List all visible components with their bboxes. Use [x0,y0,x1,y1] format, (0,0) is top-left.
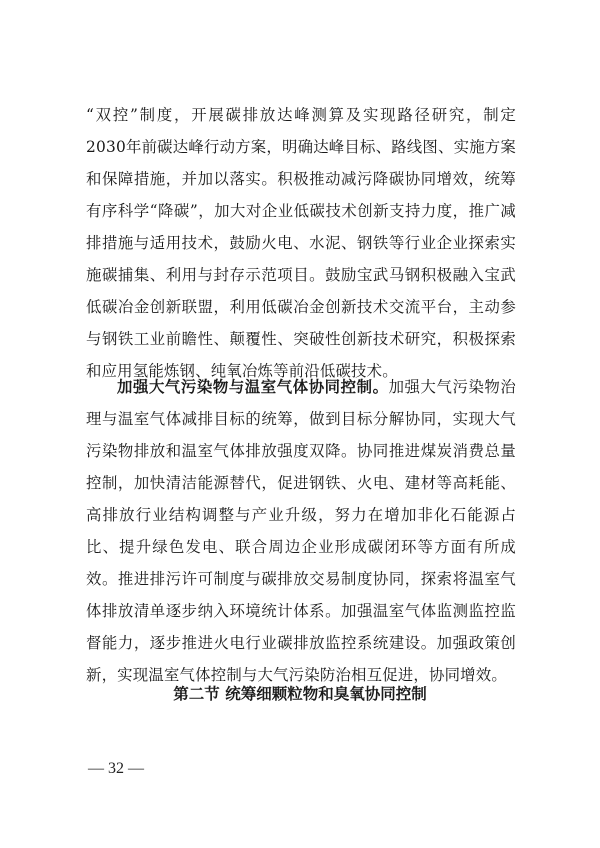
section-heading: 第二节 统筹细颗粒物和臭氧协同控制 [173,685,427,703]
paragraph-2-body: 加强大气污染物治理与温室气体减排目标的统筹，做到目标分解协同，实现大气污染物排放和温室气体排放强度双降。协同推进煤炭消费总量控制，加快清洁能源替代，促进钢铁、火电、建材等高耗能、高排放行业结构调整与产业升级，努力在增加非化石能源占比、提升绿色发电、联合周边企业形成碳闭环等方面有所成效。推进排污许可制度与碳排放交易制度协同，探索将温室气体排放清单逐步纳入环境统计体系。加强温室气体监测监控监督能力，逐步推进火电行业碳排放监控系统建设。加强政策创新，实现温室气体控制与大气污染防治相互促进，协同增效。 [86,378,516,684]
paragraph-2-lead: 加强大气污染物与温室气体协同控制。 [117,378,389,396]
page-number: — 32 — [88,760,144,777]
paragraph-2 [86,371,516,691]
paragraph-1: “双控”制度，开展碳排放达峰测算及实现路径研究，制定2030年前碳达峰行动方案，明确达峰目标、路线图、实施方案和保障措施，并加以落实。积极推动减污降碳协同增效，统筹有序科学“降碳”，加大对企业低碳技术创新支持力度，推广减排措施与适用技术，鼓励火电、水泥、钢铁等行业企业探索实施碳捕集、利用与封存示范项目。鼓励宝武马钢积极融入宝武低碳冶金创新联盟，利用低碳冶金创新技术交流平台，主动参与钢铁工业前瞻性、颠覆性、突破性创新技术研究，积极探索和应用氢能炼钢、纯氧冶炼等前沿低碳技术。 [86,106,516,380]
